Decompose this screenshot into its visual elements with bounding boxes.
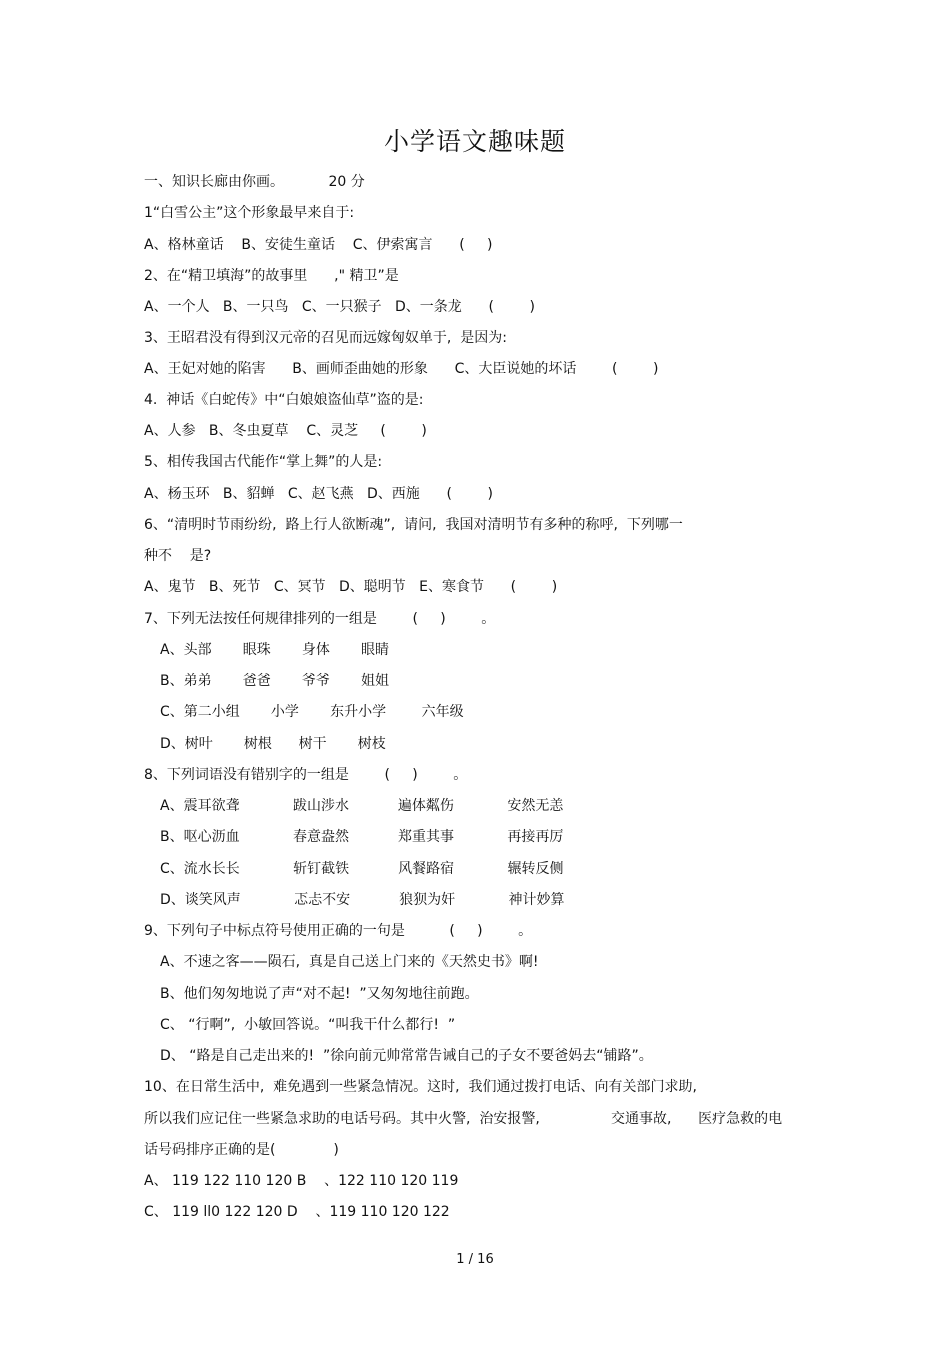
question-3-options: A、王妃对她的陷害 B、画师歪曲她的形象 C、大臣说她的坏话 ( ) — [144, 361, 659, 377]
question-10-line-1: 10、在日常生活中, 难免遇到一些紧急情况。这时, 我们通过拨打电话、向有关部门求助, — [144, 1079, 697, 1095]
question-10-options-cd: C、 119 ll0 122 120 D 、119 110 120 122 — [144, 1204, 450, 1220]
question-9-option-d: D、 “路是自己走出来的! ”徐向前元帅常常告诫自己的子女不要爸妈去“铺路”。 — [160, 1048, 653, 1064]
question-8-option-b: B、呕心沥血 春意盎然 郑重其事 再接再厉 — [160, 829, 564, 845]
question-9-option-b: B、他们匆匆地说了声“对不起! ”又匆匆地往前跑。 — [160, 986, 479, 1002]
question-9-option-c: C、 “行啊”, 小敏回答说。“叫我干什么都行! ” — [160, 1017, 456, 1033]
page-number: 1 / 16 — [456, 1252, 494, 1267]
question-8-option-c: C、流水长长 斩钉截铁 风餐路宿 辗转反侧 — [160, 861, 564, 877]
question-9: 9、下列句子中标点符号使用正确的一句是 ( ) 。 — [144, 923, 533, 939]
question-5-options: A、杨玉环 B、貂蝉 C、赵飞燕 D、西施 ( ) — [144, 486, 494, 502]
question-7: 7、下列无法按任何规律排列的一组是 ( ) 。 — [144, 611, 496, 627]
question-3: 3、王昭君没有得到汉元帝的召见而远嫁匈奴单于, 是因为: — [144, 330, 507, 346]
question-8-option-d: D、谈笑风声 忑忐不安 狼狈为奸 神计妙算 — [160, 892, 565, 908]
question-2: 2、在“精卫填海”的故事里 ," 精卫”是 — [144, 268, 399, 284]
question-10-line-3: 话号码排序正确的是( ) — [144, 1142, 339, 1158]
question-9-option-a: A、不速之客——陨石, 真是自己送上门来的《天然史书》啊! — [160, 954, 539, 970]
question-6-line-1: 6、“清明时节雨纷纷, 路上行人欲断魂”, 请问, 我国对清明节有多种的称呼, 下列哪一 — [144, 517, 683, 533]
question-1: 1“白雪公主”这个形象最早来自于: — [144, 205, 355, 221]
question-6-options: A、鬼节 B、死节 C、冥节 D、聪明节 E、寒食节 ( ) — [144, 579, 558, 595]
question-7-option-a: A、头部 眼珠 身体 眼睛 — [160, 642, 390, 658]
section-heading: 一、知识长廊由你画。 20 分 — [144, 174, 365, 190]
question-4: 4. 神话《白蛇传》中“白娘娘盗仙草”盗的是: — [144, 392, 424, 408]
question-7-option-c: C、第二小组 小学 东升小学 六年级 — [160, 704, 464, 720]
question-8-option-a: A、震耳欲聋 跋山涉水 遍体粼伤 安然无恙 — [160, 798, 564, 814]
question-7-option-d: D、树叶 树根 树干 树枝 — [160, 736, 386, 752]
question-7-option-b: B、弟弟 爸爸 爷爷 姐姐 — [160, 673, 390, 689]
question-8: 8、下列词语没有错别字的一组是 ( ) 。 — [144, 767, 468, 783]
question-1-options: A、格林童话 B、安徒生童话 C、伊索寓言 ( ) — [144, 237, 493, 253]
question-5: 5、相传我国古代能作“掌上舞”的人是: — [144, 454, 383, 470]
page-title: 小学语文趣味题 — [383, 127, 566, 156]
question-6-line-2: 种不 是? — [144, 548, 212, 564]
question-4-options: A、人参 B、冬虫夏草 C、灵芝 ( ) — [144, 423, 427, 439]
question-2-options: A、一个人 B、一只鸟 C、一只猴子 D、一条龙 ( ) — [144, 299, 536, 315]
question-10-line-2: 所以我们应记住一些紧急求助的电话号码。其中火警, 治安报警, 交通事故, 医疗急救的电 — [144, 1111, 783, 1127]
question-10-options-ab: A、 119 122 110 120 B 、122 110 120 119 — [144, 1173, 459, 1189]
